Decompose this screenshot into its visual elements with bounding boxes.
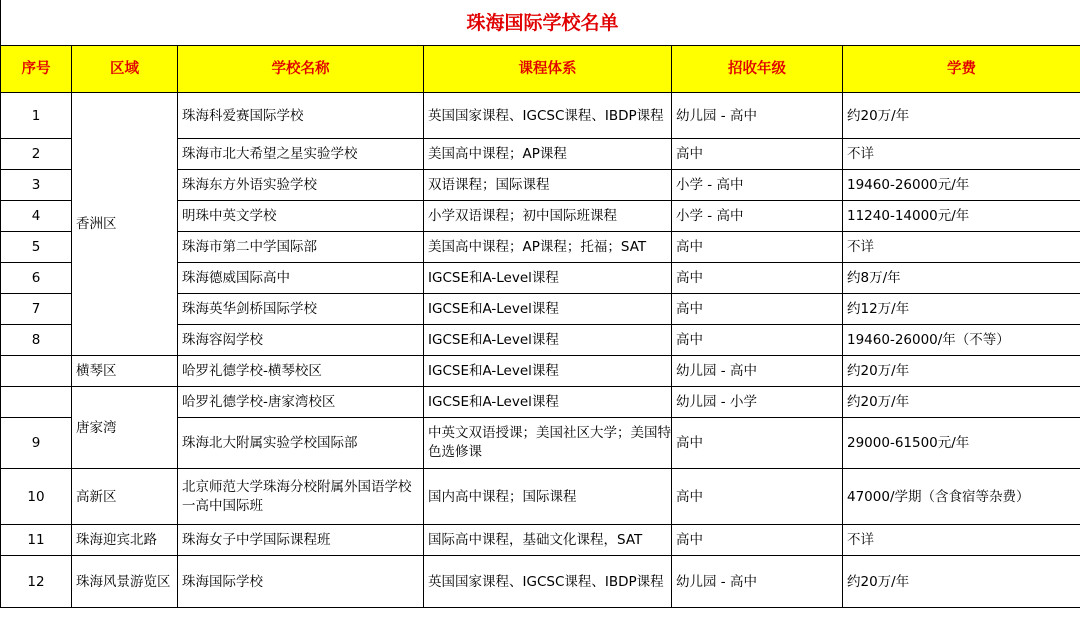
school-name: 珠海科爱赛国际学校 xyxy=(178,93,424,139)
district-cell: 珠海风景游览区 xyxy=(72,556,178,608)
district-cell: 珠海迎宾北路 xyxy=(72,525,178,556)
school-name: 珠海东方外语实验学校 xyxy=(178,170,424,201)
school-name: 哈罗礼德学校-唐家湾校区 xyxy=(178,387,424,418)
table-row xyxy=(1,556,1080,608)
row-no: 5 xyxy=(1,232,72,263)
fee: 约12万/年 xyxy=(843,294,1080,325)
school-name: 珠海国际学校 xyxy=(178,556,424,608)
grades: 高中 xyxy=(672,418,843,469)
grades: 高中 xyxy=(672,469,843,525)
fee: 约8万/年 xyxy=(843,263,1080,294)
table-row xyxy=(1,525,1080,556)
header-school: 学校名称 xyxy=(178,46,424,93)
school-name: 珠海市第二中学国际部 xyxy=(178,232,424,263)
grades: 高中 xyxy=(672,525,843,556)
header-district: 区域 xyxy=(72,46,178,93)
table-row xyxy=(1,93,1080,139)
grades: 高中 xyxy=(672,294,843,325)
table-row xyxy=(1,469,1080,525)
grades: 高中 xyxy=(672,263,843,294)
fee: 不详 xyxy=(843,525,1080,556)
curriculum: 美国高中课程；AP课程 xyxy=(424,139,672,170)
school-name: 珠海市北大希望之星实验学校 xyxy=(178,139,424,170)
row-no: 6 xyxy=(1,263,72,294)
curriculum: 中英文双语授课；美国社区大学；美国特色选修课 xyxy=(424,418,672,469)
fee: 19460-26000/年（不等） xyxy=(843,325,1080,356)
row-no xyxy=(1,387,72,418)
curriculum: IGCSE和A-Level课程 xyxy=(424,294,672,325)
curriculum: IGCSE和A-Level课程 xyxy=(424,356,672,387)
grades: 幼儿园 - 小学 xyxy=(672,387,843,418)
district-cell: 香洲区 xyxy=(72,93,178,356)
district-cell: 横琴区 xyxy=(72,356,178,387)
school-name: 珠海容闳学校 xyxy=(178,325,424,356)
fee: 19460-26000元/年 xyxy=(843,170,1080,201)
row-no xyxy=(1,356,72,387)
school-name: 北京师范大学珠海分校附属外国语学校一高中国际班 xyxy=(178,469,424,525)
school-name: 珠海北大附属实验学校国际部 xyxy=(178,418,424,469)
fee: 约20万/年 xyxy=(843,556,1080,608)
row-no: 8 xyxy=(1,325,72,356)
curriculum: 双语课程；国际课程 xyxy=(424,170,672,201)
district-cell: 高新区 xyxy=(72,469,178,525)
curriculum: 美国高中课程；AP课程；托福；SAT xyxy=(424,232,672,263)
school-name: 珠海德威国际高中 xyxy=(178,263,424,294)
fee: 不详 xyxy=(843,139,1080,170)
fee: 29000-61500元/年 xyxy=(843,418,1080,469)
grades: 高中 xyxy=(672,139,843,170)
row-no: 10 xyxy=(1,469,72,525)
district-cell: 唐家湾 xyxy=(72,387,178,469)
page-title: 珠海国际学校名单 xyxy=(1,0,1080,46)
row-no: 1 xyxy=(1,93,72,139)
row-no: 12 xyxy=(1,556,72,608)
header-fee: 学费 xyxy=(843,46,1080,93)
row-no: 11 xyxy=(1,525,72,556)
curriculum: 小学双语课程；初中国际班课程 xyxy=(424,201,672,232)
fee: 不详 xyxy=(843,232,1080,263)
fee: 11240-14000元/年 xyxy=(843,201,1080,232)
curriculum: 英国国家课程、IGCSC课程、IBDP课程 xyxy=(424,556,672,608)
curriculum: 国际高中课程，基础文化课程，SAT xyxy=(424,525,672,556)
fee: 约20万/年 xyxy=(843,93,1080,139)
header-curriculum: 课程体系 xyxy=(424,46,672,93)
school-name: 哈罗礼德学校-横琴校区 xyxy=(178,356,424,387)
grades: 幼儿园 - 高中 xyxy=(672,356,843,387)
fee: 约20万/年 xyxy=(843,356,1080,387)
grades: 高中 xyxy=(672,232,843,263)
row-no: 4 xyxy=(1,201,72,232)
row-no: 7 xyxy=(1,294,72,325)
grades: 小学 - 高中 xyxy=(672,170,843,201)
curriculum: IGCSE和A-Level课程 xyxy=(424,387,672,418)
row-no: 9 xyxy=(1,418,72,469)
row-no: 2 xyxy=(1,139,72,170)
grades: 幼儿园 - 高中 xyxy=(672,93,843,139)
curriculum: 英国国家课程、IGCSC课程、IBDP课程 xyxy=(424,93,672,139)
header-row xyxy=(1,46,1080,93)
curriculum: IGCSE和A-Level课程 xyxy=(424,325,672,356)
row-no: 3 xyxy=(1,170,72,201)
curriculum: IGCSE和A-Level课程 xyxy=(424,263,672,294)
table-row xyxy=(1,356,1080,387)
fee: 约20万/年 xyxy=(843,387,1080,418)
school-name: 珠海英华剑桥国际学校 xyxy=(178,294,424,325)
title-row xyxy=(1,0,1080,46)
table-row xyxy=(1,387,1080,418)
grades: 高中 xyxy=(672,325,843,356)
grades: 幼儿园 - 高中 xyxy=(672,556,843,608)
curriculum: 国内高中课程；国际课程 xyxy=(424,469,672,525)
grades: 小学 - 高中 xyxy=(672,201,843,232)
header-no: 序号 xyxy=(1,46,72,93)
fee: 47000/学期（含食宿等杂费） xyxy=(843,469,1080,525)
school-name: 珠海女子中学国际课程班 xyxy=(178,525,424,556)
school-name: 明珠中英文学校 xyxy=(178,201,424,232)
header-grades: 招收年级 xyxy=(672,46,843,93)
